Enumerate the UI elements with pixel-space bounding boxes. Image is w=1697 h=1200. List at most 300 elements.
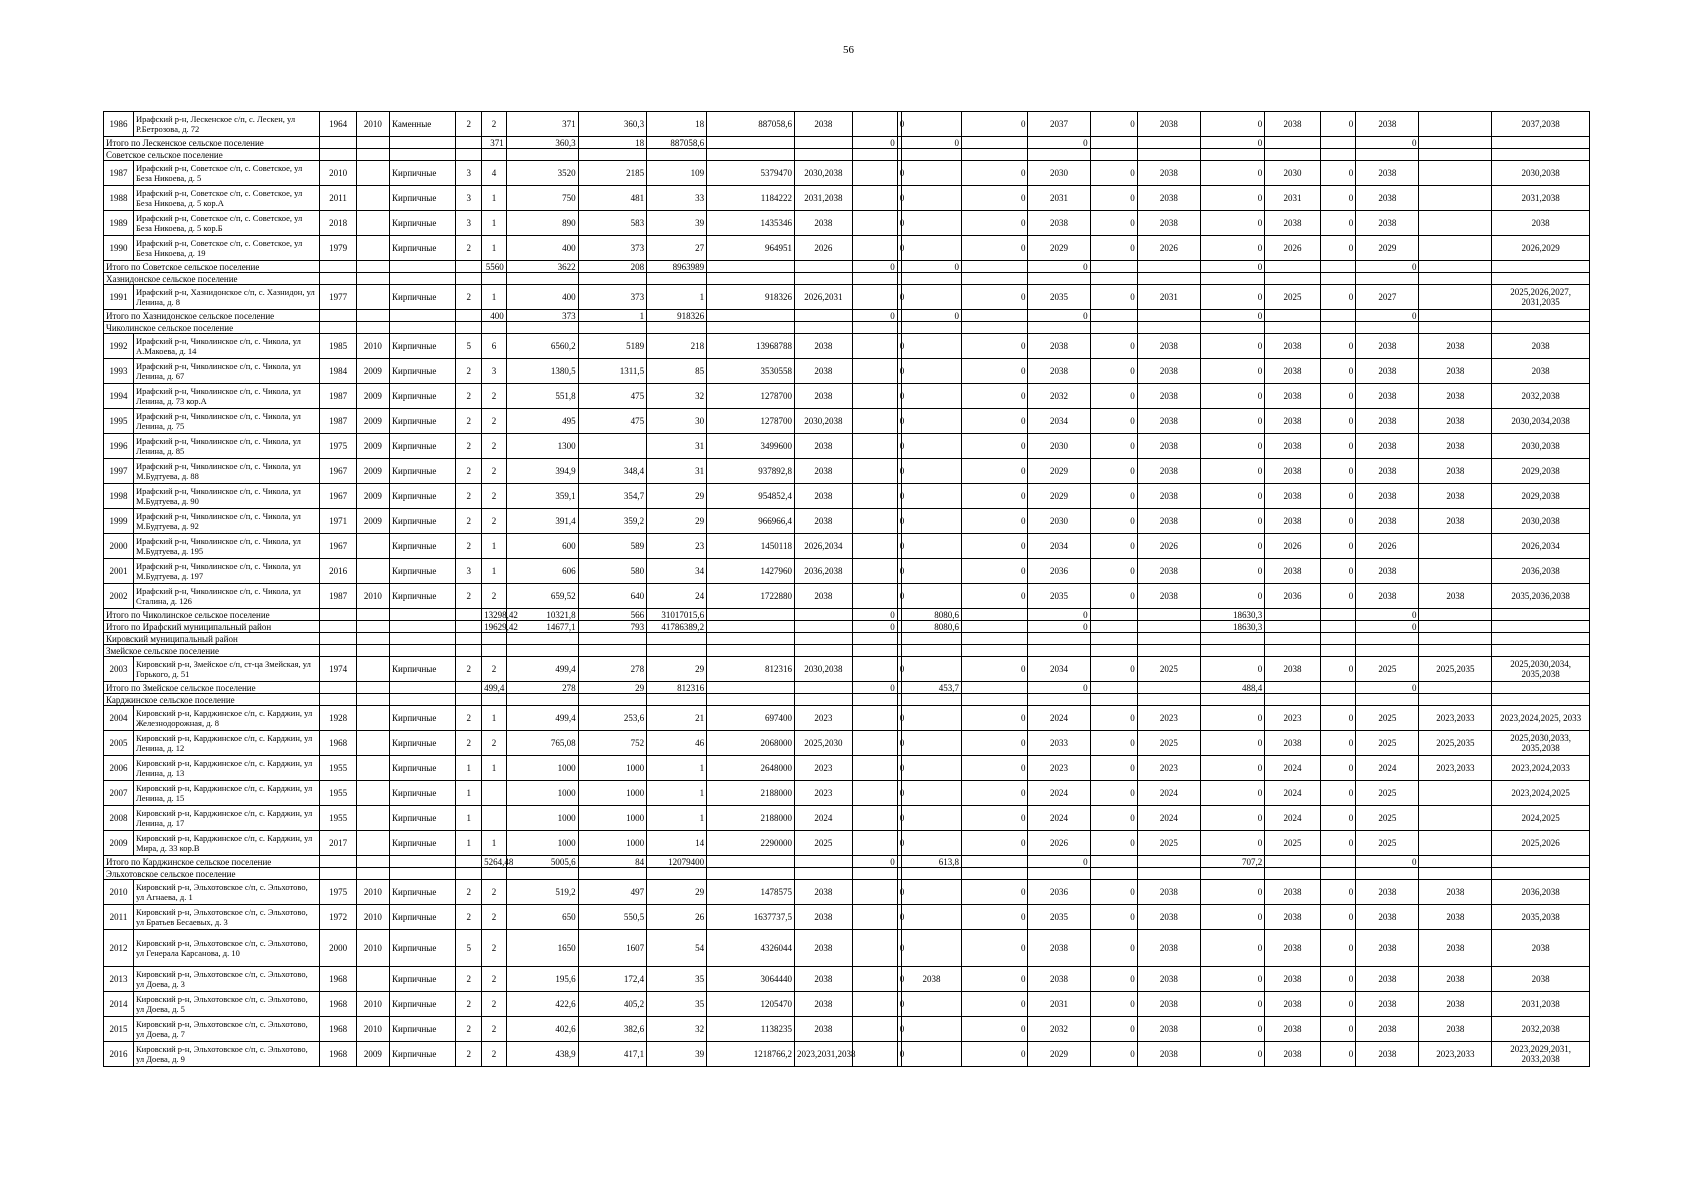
table-cell: 0 bbox=[1320, 334, 1355, 359]
table-cell: 2 bbox=[482, 1042, 507, 1067]
table-cell: 0 bbox=[1320, 657, 1355, 682]
address-cell: Ирафский р-н, Чиколинское с/п, с. Чикола, ул М.Будтуева, д. 92 bbox=[133, 509, 319, 534]
table-cell: 0 bbox=[1090, 930, 1137, 967]
table-cell bbox=[390, 261, 456, 273]
table-cell: 2010 bbox=[356, 905, 389, 930]
table-cell: 2035 bbox=[1028, 584, 1090, 609]
table-cell: 0 bbox=[1200, 781, 1264, 806]
table-cell bbox=[356, 236, 389, 261]
table-cell: 2038 bbox=[794, 334, 852, 359]
subtotal-cell: 360,3 bbox=[506, 137, 578, 149]
table-cell: 27 bbox=[647, 236, 707, 261]
table-cell bbox=[1419, 694, 1492, 706]
subtotal-label: Итого по Лескенское сельское поселение bbox=[104, 137, 320, 149]
table-cell: 2038 bbox=[1492, 359, 1590, 384]
table-cell: 0 bbox=[962, 161, 1028, 186]
table-cell bbox=[852, 384, 897, 409]
table-cell bbox=[962, 633, 1028, 645]
table-row bbox=[104, 186, 1590, 211]
table-cell bbox=[852, 273, 897, 285]
table-cell: 0 bbox=[897, 112, 901, 137]
table-cell: 2029 bbox=[1028, 1042, 1090, 1067]
table-cell: 2024 bbox=[1265, 756, 1321, 781]
table-row bbox=[104, 236, 1590, 261]
table-cell bbox=[482, 645, 507, 657]
row-number-cell: 2001 bbox=[104, 559, 134, 584]
table-cell: 0 bbox=[1090, 731, 1137, 756]
table-cell: 2038 bbox=[794, 211, 852, 236]
table-cell: 1 bbox=[482, 534, 507, 559]
table-cell: 0 bbox=[1320, 559, 1355, 584]
row-number-cell: 2006 bbox=[104, 756, 134, 781]
table-cell bbox=[794, 633, 852, 645]
table-cell bbox=[902, 273, 962, 285]
table-cell bbox=[962, 645, 1028, 657]
address-cell: Ирафский р-н, Советское с/п, с. Советское, ул Беза Никоева, д. 5 кор.А bbox=[133, 186, 319, 211]
row-number-cell: 1997 bbox=[104, 459, 134, 484]
table-cell bbox=[1492, 645, 1590, 657]
subtotal-cell: 5560 bbox=[482, 261, 507, 273]
table-cell bbox=[852, 657, 897, 682]
table-cell: 2 bbox=[456, 731, 482, 756]
table-cell bbox=[1028, 868, 1090, 880]
table-cell bbox=[852, 694, 897, 706]
subtotal-cell bbox=[707, 682, 795, 694]
table-cell bbox=[1419, 831, 1492, 856]
table-row bbox=[104, 509, 1590, 534]
table-cell: 359,2 bbox=[578, 509, 647, 534]
table-cell bbox=[356, 657, 389, 682]
table-cell: 2038 bbox=[1356, 905, 1419, 930]
row-number-cell: 2008 bbox=[104, 806, 134, 831]
table-cell: 2 bbox=[456, 992, 482, 1017]
table-row bbox=[104, 484, 1590, 509]
table-cell: 0 bbox=[1320, 186, 1355, 211]
table-row bbox=[104, 756, 1590, 781]
table-cell bbox=[852, 645, 897, 657]
subtotal-cell: 0 bbox=[902, 310, 962, 322]
table-cell: 2031,2038 bbox=[794, 186, 852, 211]
table-cell: 812316 bbox=[707, 657, 795, 682]
table-cell: 1000 bbox=[578, 831, 647, 856]
subtotal-cell bbox=[794, 261, 852, 273]
table-cell bbox=[1419, 645, 1492, 657]
table-cell: 765,08 bbox=[506, 731, 578, 756]
table-cell: 29 bbox=[647, 509, 707, 534]
table-cell: Кирпичные bbox=[390, 930, 456, 967]
table-cell bbox=[647, 149, 707, 161]
subtotal-row bbox=[104, 261, 1590, 273]
table-cell: 2038 bbox=[1137, 509, 1200, 534]
table-cell: 2010 bbox=[356, 992, 389, 1017]
table-cell: 2 bbox=[456, 359, 482, 384]
subtotal-label: Итого по Чиколинское сельское поселение bbox=[104, 609, 320, 621]
table-cell: 583 bbox=[578, 211, 647, 236]
address-cell: Ирафский р-н, Хазнидонское с/п, с. Хазнидон, ул Ленина, д. 8 bbox=[133, 285, 319, 310]
table-cell: 2038 bbox=[1419, 409, 1492, 434]
table-cell: 2037,2038 bbox=[1492, 112, 1590, 137]
group-header-row bbox=[104, 633, 1590, 645]
subtotal-cell bbox=[1265, 621, 1321, 633]
table-cell: 750 bbox=[506, 186, 578, 211]
table-cell bbox=[1200, 273, 1264, 285]
table-cell: 2038 bbox=[1265, 731, 1321, 756]
table-cell: 2031,2038 bbox=[1492, 186, 1590, 211]
table-cell bbox=[1090, 868, 1137, 880]
table-cell: 0 bbox=[962, 409, 1028, 434]
table-cell: 0 bbox=[1090, 706, 1137, 731]
table-cell: 2 bbox=[482, 409, 507, 434]
table-cell: 35 bbox=[647, 992, 707, 1017]
table-cell: 2 bbox=[482, 905, 507, 930]
table-cell: 0 bbox=[1200, 484, 1264, 509]
table-row bbox=[104, 211, 1590, 236]
table-cell: 2035,2036,2038 bbox=[1492, 584, 1590, 609]
subtotal-cell bbox=[1419, 856, 1492, 868]
table-cell bbox=[390, 694, 456, 706]
table-cell: 0 bbox=[1090, 657, 1137, 682]
table-cell: 2038 bbox=[1492, 967, 1590, 992]
table-cell: 0 bbox=[1200, 186, 1264, 211]
table-cell: 2023,2024,2025, 2033 bbox=[1492, 706, 1590, 731]
table-cell: 30 bbox=[647, 409, 707, 434]
table-cell: 0 bbox=[897, 236, 901, 261]
table-cell: 0 bbox=[1320, 831, 1355, 856]
table-cell bbox=[482, 322, 507, 334]
subtotal-cell: 0 bbox=[1200, 310, 1264, 322]
table-cell: 253,6 bbox=[578, 706, 647, 731]
table-cell bbox=[1419, 806, 1492, 831]
table-cell: 2024 bbox=[1265, 806, 1321, 831]
table-cell: 2 bbox=[456, 657, 482, 682]
table-row bbox=[104, 409, 1590, 434]
table-cell: 2038 bbox=[1137, 559, 1200, 584]
table-cell bbox=[852, 1042, 897, 1067]
table-cell bbox=[852, 359, 897, 384]
table-cell: 35 bbox=[647, 967, 707, 992]
table-cell: 2026,2034 bbox=[1492, 534, 1590, 559]
table-cell: 752 bbox=[578, 731, 647, 756]
subtotal-cell: 18630,3 bbox=[1200, 621, 1264, 633]
table-cell bbox=[456, 322, 482, 334]
table-cell bbox=[390, 645, 456, 657]
table-cell bbox=[852, 161, 897, 186]
table-cell: 2038 bbox=[1419, 484, 1492, 509]
table-cell bbox=[1356, 149, 1419, 161]
address-cell: Кировский р-н, Эльхотовское с/п, с. Эльхотово, ул Агнаева, д. 1 bbox=[133, 880, 319, 905]
table-cell: 85 bbox=[647, 359, 707, 384]
table-cell: 550,5 bbox=[578, 905, 647, 930]
table-cell: 659,52 bbox=[506, 584, 578, 609]
table-cell: Кирпичные bbox=[390, 905, 456, 930]
table-cell: 2025 bbox=[794, 831, 852, 856]
table-row bbox=[104, 161, 1590, 186]
table-cell bbox=[1265, 149, 1321, 161]
subtotal-cell: 0 bbox=[902, 261, 962, 273]
subtotal-cell: 812316 bbox=[647, 682, 707, 694]
table-cell: 0 bbox=[962, 459, 1028, 484]
table-cell: Кирпичные bbox=[390, 731, 456, 756]
table-row bbox=[104, 930, 1590, 967]
table-cell: 2188000 bbox=[707, 806, 795, 831]
table-cell: 2025 bbox=[1356, 831, 1419, 856]
table-cell bbox=[482, 806, 507, 831]
table-cell: 2009 bbox=[356, 359, 389, 384]
table-row bbox=[104, 657, 1590, 682]
table-cell: 359,1 bbox=[506, 484, 578, 509]
table-cell bbox=[852, 831, 897, 856]
table-cell: 2038 bbox=[1265, 409, 1321, 434]
table-cell bbox=[1320, 273, 1355, 285]
table-cell: 0 bbox=[897, 509, 901, 534]
table-cell: 0 bbox=[1090, 359, 1137, 384]
table-cell bbox=[852, 781, 897, 806]
table-cell: 2036,2038 bbox=[1492, 559, 1590, 584]
subtotal-cell: 1 bbox=[578, 310, 647, 322]
table-cell: 2038 bbox=[1356, 992, 1419, 1017]
table-cell: 0 bbox=[1320, 930, 1355, 967]
table-cell: 5189 bbox=[578, 334, 647, 359]
table-cell bbox=[1265, 633, 1321, 645]
table-cell: 2 bbox=[482, 584, 507, 609]
table-cell: 1968 bbox=[320, 1042, 356, 1067]
table-cell bbox=[456, 682, 482, 694]
table-row bbox=[104, 359, 1590, 384]
table-cell: 0 bbox=[962, 731, 1028, 756]
row-number-cell: 1992 bbox=[104, 334, 134, 359]
subtotal-cell: 208 bbox=[578, 261, 647, 273]
table-cell: 0 bbox=[962, 559, 1028, 584]
table-cell: 2018 bbox=[320, 211, 356, 236]
address-cell: Кировский р-н, Эльхотовское с/п, с. Эльхотово, ул Доева, д. 3 bbox=[133, 967, 319, 992]
table-cell: 497 bbox=[578, 880, 647, 905]
table-row bbox=[104, 992, 1590, 1017]
table-cell: 2025,2030,2034, 2035,2038 bbox=[1492, 657, 1590, 682]
table-cell: 0 bbox=[897, 459, 901, 484]
table-cell: 6560,2 bbox=[506, 334, 578, 359]
table-cell: 2009 bbox=[356, 509, 389, 534]
subtotal-cell bbox=[1419, 137, 1492, 149]
table-cell: 2017 bbox=[320, 831, 356, 856]
subtotal-cell: 18 bbox=[578, 137, 647, 149]
table-cell: 2038 bbox=[1356, 880, 1419, 905]
table-cell: 2 bbox=[482, 930, 507, 967]
table-cell: 2023,2024,2025 bbox=[1492, 781, 1590, 806]
table-cell: 2024 bbox=[1137, 781, 1200, 806]
table-cell: 2038 bbox=[1137, 484, 1200, 509]
table-cell: 2036 bbox=[1265, 584, 1321, 609]
subtotal-cell bbox=[1492, 621, 1590, 633]
table-cell: 2038 bbox=[1137, 584, 1200, 609]
subtotal-cell bbox=[794, 310, 852, 322]
table-cell: 2025 bbox=[1356, 657, 1419, 682]
table-cell: 2027 bbox=[1356, 285, 1419, 310]
subtotal-cell bbox=[1492, 856, 1590, 868]
table-cell: 0 bbox=[962, 706, 1028, 731]
table-cell: 0 bbox=[1090, 384, 1137, 409]
table-cell: 1967 bbox=[320, 459, 356, 484]
table-cell bbox=[902, 731, 962, 756]
table-cell: 0 bbox=[1320, 1017, 1355, 1042]
table-cell bbox=[390, 856, 456, 868]
table-cell: 1000 bbox=[578, 756, 647, 781]
subtotal-cell: 0 bbox=[1028, 261, 1090, 273]
table-cell bbox=[356, 534, 389, 559]
table-cell: 887058,6 bbox=[707, 112, 795, 137]
row-number-cell: 1996 bbox=[104, 434, 134, 459]
table-cell: 1650 bbox=[506, 930, 578, 967]
subtotal-cell bbox=[1320, 261, 1355, 273]
subtotal-label: Итого по Советское сельское поселение bbox=[104, 261, 320, 273]
table-cell: 2025,2026,2027, 2031,2035 bbox=[1492, 285, 1590, 310]
row-number-cell: 2011 bbox=[104, 905, 134, 930]
table-cell: 0 bbox=[1200, 731, 1264, 756]
table-cell: 2024 bbox=[794, 806, 852, 831]
table-cell bbox=[1137, 694, 1200, 706]
subtotal-cell bbox=[962, 621, 1028, 633]
subtotal-cell: 84 bbox=[578, 856, 647, 868]
table-cell: 0 bbox=[1200, 434, 1264, 459]
table-row bbox=[104, 534, 1590, 559]
table-cell: 0 bbox=[897, 831, 901, 856]
subtotal-cell: 373 bbox=[506, 310, 578, 322]
table-cell bbox=[356, 137, 389, 149]
table-cell: 2023 bbox=[1137, 756, 1200, 781]
table-cell: 0 bbox=[1320, 806, 1355, 831]
table-cell: 0 bbox=[1200, 211, 1264, 236]
table-cell: 0 bbox=[1200, 756, 1264, 781]
table-cell: Кирпичные bbox=[390, 186, 456, 211]
address-cell: Кировский р-н, Карджинское с/п, с. Карджин, ул Ленина, д. 12 bbox=[133, 731, 319, 756]
table-cell: 0 bbox=[962, 880, 1028, 905]
table-cell: 2038 bbox=[794, 992, 852, 1017]
table-cell bbox=[852, 930, 897, 967]
table-cell: 1722880 bbox=[707, 584, 795, 609]
table-cell: 2 bbox=[456, 285, 482, 310]
table-cell bbox=[902, 112, 962, 137]
subtotal-cell bbox=[1419, 682, 1492, 694]
table-cell: 0 bbox=[962, 112, 1028, 137]
table-cell: 29 bbox=[647, 484, 707, 509]
table-cell: 2038 bbox=[1265, 657, 1321, 682]
subtotal-cell: 371 bbox=[482, 137, 507, 149]
table-cell bbox=[1137, 645, 1200, 657]
table-cell: 0 bbox=[1200, 459, 1264, 484]
table-cell: 2030 bbox=[1265, 161, 1321, 186]
table-cell: 2031,2038 bbox=[1492, 992, 1590, 1017]
address-cell: Ирафский р-н, Чиколинское с/п, с. Чикола, ул М.Будтуева, д. 88 bbox=[133, 459, 319, 484]
table-cell: 2 bbox=[482, 731, 507, 756]
subtotal-cell: 0 bbox=[1028, 621, 1090, 633]
table-cell: 2038 bbox=[1356, 930, 1419, 967]
table-cell bbox=[902, 706, 962, 731]
table-cell: 2023 bbox=[794, 756, 852, 781]
row-number-cell: 2005 bbox=[104, 731, 134, 756]
table-cell bbox=[852, 322, 897, 334]
table-cell bbox=[852, 756, 897, 781]
table-cell bbox=[902, 186, 962, 211]
table-cell: 3 bbox=[456, 186, 482, 211]
table-cell: 937892,8 bbox=[707, 459, 795, 484]
table-cell: 1979 bbox=[320, 236, 356, 261]
table-cell: 2038 bbox=[1265, 992, 1321, 1017]
table-cell bbox=[902, 1017, 962, 1042]
subtotal-cell bbox=[1419, 609, 1492, 621]
table-cell bbox=[1419, 285, 1492, 310]
group-label: Хазнидонское сельское поселение bbox=[104, 273, 320, 285]
table-cell: 475 bbox=[578, 409, 647, 434]
table-cell: 2026 bbox=[1265, 534, 1321, 559]
table-cell bbox=[356, 645, 389, 657]
table-cell: 2038 bbox=[1419, 967, 1492, 992]
table-cell: 2038 bbox=[794, 484, 852, 509]
group-label: Эльхотовское сельское поселение bbox=[104, 868, 320, 880]
table-cell: 18 bbox=[647, 112, 707, 137]
table-cell: 0 bbox=[1090, 831, 1137, 856]
table-cell: 2038 bbox=[1419, 509, 1492, 534]
table-cell bbox=[1419, 161, 1492, 186]
table-cell: 2038 bbox=[1265, 1017, 1321, 1042]
table-cell: 2031 bbox=[1137, 285, 1200, 310]
subtotal-cell: 5005,6 bbox=[506, 856, 578, 868]
group-header-row bbox=[104, 322, 1590, 334]
table-cell bbox=[320, 137, 356, 149]
address-cell: Кировский р-н, Карджинское с/п, с. Карджин, ул Ленина, д. 17 bbox=[133, 806, 319, 831]
table-cell: 1928 bbox=[320, 706, 356, 731]
table-cell bbox=[578, 633, 647, 645]
table-cell: 1138235 bbox=[707, 1017, 795, 1042]
subtotal-cell: 8080,6 bbox=[902, 609, 962, 621]
address-cell: Кировский р-н, Эльхотовское с/п, с. Эльхотово, ул Доева, д. 9 bbox=[133, 1042, 319, 1067]
table-cell: 0 bbox=[1200, 112, 1264, 137]
subtotal-cell bbox=[1419, 261, 1492, 273]
table-row bbox=[104, 706, 1590, 731]
table-cell: 1278700 bbox=[707, 409, 795, 434]
table-cell: 2023,2033 bbox=[1419, 756, 1492, 781]
address-cell: Кировский р-н, Эльхотовское с/п, с. Эльхотово, ул Доева, д. 7 bbox=[133, 1017, 319, 1042]
table-cell: 2038 bbox=[1137, 434, 1200, 459]
table-cell: 3 bbox=[482, 359, 507, 384]
table-cell: Кирпичные bbox=[390, 781, 456, 806]
table-cell: 964951 bbox=[707, 236, 795, 261]
table-cell bbox=[1419, 781, 1492, 806]
address-cell: Ирафский р-н, Лескенское с/п, с. Лескен, ул Р.Бетрозова, д. 72 bbox=[133, 112, 319, 137]
table-row bbox=[104, 559, 1590, 584]
table-cell: 32 bbox=[647, 1017, 707, 1042]
table-cell: 2038 bbox=[794, 880, 852, 905]
table-cell: 2038 bbox=[1265, 384, 1321, 409]
table-cell bbox=[356, 633, 389, 645]
table-cell bbox=[356, 285, 389, 310]
table-cell bbox=[320, 868, 356, 880]
row-number-cell: 2004 bbox=[104, 706, 134, 731]
table-cell bbox=[1028, 645, 1090, 657]
table-cell: 2068000 bbox=[707, 731, 795, 756]
table-cell: 0 bbox=[962, 534, 1028, 559]
table-cell: 2010 bbox=[356, 1017, 389, 1042]
table-cell: 0 bbox=[1090, 161, 1137, 186]
table-cell bbox=[506, 868, 578, 880]
table-cell: Кирпичные bbox=[390, 161, 456, 186]
table-cell bbox=[852, 211, 897, 236]
subtotal-cell bbox=[707, 310, 795, 322]
table-cell bbox=[647, 694, 707, 706]
table-cell: 0 bbox=[962, 285, 1028, 310]
table-cell: 0 bbox=[897, 484, 901, 509]
table-cell bbox=[1356, 645, 1419, 657]
table-cell: 1968 bbox=[320, 1017, 356, 1042]
table-cell bbox=[320, 310, 356, 322]
